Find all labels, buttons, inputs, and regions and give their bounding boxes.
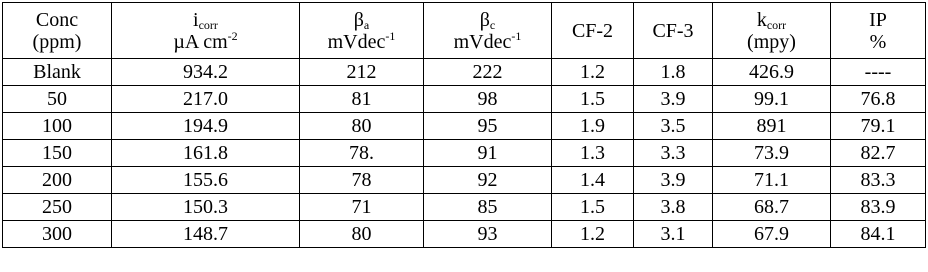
header-icorr-unit-exponent: -2 [227, 28, 238, 43]
cell-ip: 76.8 [831, 86, 926, 113]
cell-conc: 100 [3, 113, 112, 140]
header-kcorr [713, 3, 831, 59]
table-row [3, 86, 926, 113]
cell-cf2: 1.2 [552, 221, 634, 248]
cell-beta-a: 80 [300, 113, 424, 140]
cell-conc: 250 [3, 194, 112, 221]
header-cf3 [634, 3, 713, 59]
header-kcorr-subscript: corr [766, 17, 787, 32]
header-beta-a-symbol: β [353, 8, 364, 31]
cell-cf2: 1.5 [552, 86, 634, 113]
header-icorr-symbol: i [193, 8, 199, 31]
cell-icorr: 150.3 [112, 194, 300, 221]
header-conc-line2: (ppm) [32, 30, 82, 53]
cell-ip: 84.1 [831, 221, 926, 248]
cell-icorr: 155.6 [112, 167, 300, 194]
cell-beta-a: 212 [300, 59, 424, 86]
cell-cf3: 3.9 [634, 167, 713, 194]
cell-cf2: 1.2 [552, 59, 634, 86]
cell-ip: 79.1 [831, 113, 926, 140]
header-ip-line1: IP [869, 8, 887, 31]
cell-conc: 50 [3, 86, 112, 113]
header-ip [831, 3, 926, 59]
cell-beta-c: 95 [424, 113, 552, 140]
cell-beta-c: 91 [424, 140, 552, 167]
cell-ip: 83.9 [831, 194, 926, 221]
header-beta-c [424, 3, 552, 59]
cell-cf3: 3.5 [634, 113, 713, 140]
cell-cf2: 1.3 [552, 140, 634, 167]
cell-conc: 150 [3, 140, 112, 167]
header-beta-a-unit: mVdec [327, 30, 386, 53]
header-kcorr-symbol: k [756, 8, 767, 31]
cell-beta-a: 78 [300, 167, 424, 194]
cell-beta-a: 71 [300, 194, 424, 221]
header-beta-c-unit: mVdec [453, 30, 512, 53]
table-row [3, 167, 926, 194]
cell-ip: 83.3 [831, 167, 926, 194]
cell-icorr: 194.9 [112, 113, 300, 140]
table-row [3, 140, 926, 167]
header-kcorr-unit: (mpy) [747, 30, 796, 53]
header-icorr-subscript: corr [198, 17, 218, 32]
cell-cf2: 1.9 [552, 113, 634, 140]
cell-beta-a: 81 [300, 86, 424, 113]
table-row [3, 194, 926, 221]
header-beta-c-unit-exponent: -1 [511, 28, 522, 43]
header-row [3, 3, 926, 59]
cell-kcorr: 67.9 [713, 221, 831, 248]
corrosion-data-table [2, 2, 926, 248]
cell-cf3: 3.1 [634, 221, 713, 248]
cell-conc: Blank [3, 59, 112, 86]
header-beta-a [300, 3, 424, 59]
header-beta-c-symbol: β [479, 8, 490, 31]
header-beta-a-unit-exponent: -1 [385, 28, 396, 43]
cell-beta-c: 98 [424, 86, 552, 113]
cell-beta-c: 93 [424, 221, 552, 248]
header-conc-line1: Conc [35, 8, 79, 31]
cell-conc: 200 [3, 167, 112, 194]
cell-beta-c: 222 [424, 59, 552, 86]
cell-kcorr: 68.7 [713, 194, 831, 221]
cell-kcorr: 99.1 [713, 86, 831, 113]
cell-conc: 300 [3, 221, 112, 248]
table-body [3, 59, 926, 248]
cell-cf3: 3.9 [634, 86, 713, 113]
cell-cf2: 1.5 [552, 194, 634, 221]
header-ip-line2: % [869, 30, 887, 53]
cell-icorr: 148.7 [112, 221, 300, 248]
cell-cf3: 1.8 [634, 59, 713, 86]
table-row [3, 59, 926, 86]
header-cf2-label: CF-2 [571, 19, 614, 42]
cell-icorr: 217.0 [112, 86, 300, 113]
cell-icorr: 934.2 [112, 59, 300, 86]
cell-cf3: 3.3 [634, 140, 713, 167]
cell-cf3: 3.8 [634, 194, 713, 221]
header-beta-a-subscript: a [363, 17, 370, 32]
cell-beta-c: 85 [424, 194, 552, 221]
header-cf3-label: CF-3 [652, 19, 694, 42]
cell-kcorr: 891 [713, 113, 831, 140]
data-table-container [2, 2, 926, 248]
header-cf2 [552, 3, 634, 59]
table-row [3, 113, 926, 140]
cell-kcorr: 71.1 [713, 167, 831, 194]
cell-beta-c: 92 [424, 167, 552, 194]
cell-kcorr: 73.9 [713, 140, 831, 167]
cell-ip: 82.7 [831, 140, 926, 167]
cell-icorr: 161.8 [112, 140, 300, 167]
cell-ip: ---- [831, 59, 926, 86]
header-conc [3, 3, 112, 59]
header-beta-c-subscript: c [489, 17, 496, 32]
cell-beta-a: 80 [300, 221, 424, 248]
cell-cf2: 1.4 [552, 167, 634, 194]
header-icorr-unit: µA cm [173, 30, 228, 53]
header-icorr [112, 3, 300, 59]
cell-kcorr: 426.9 [713, 59, 831, 86]
cell-beta-a: 78. [300, 140, 424, 167]
table-row [3, 221, 926, 248]
